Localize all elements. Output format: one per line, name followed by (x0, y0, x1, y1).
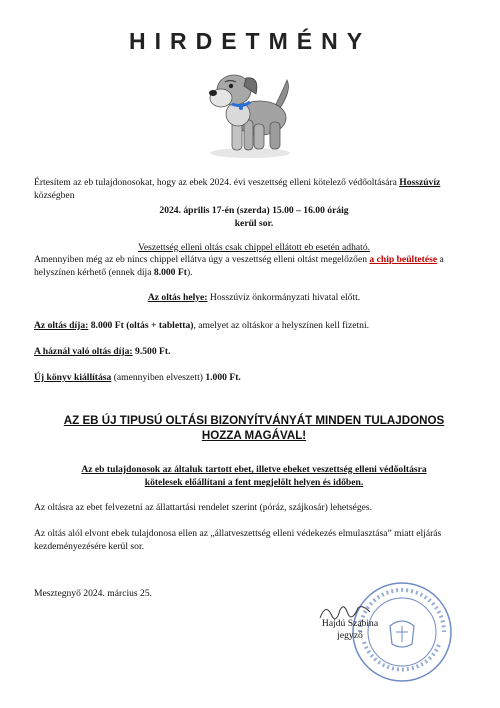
signer-name: Hajdú Szabina (321, 618, 379, 629)
conditions-paragraph: Az oltásra az ebet felvezetni az állattartási rendelet szerint (póráz, szájkosár) lehetséges. (34, 502, 373, 513)
certificate-notice: AZ EB ÚJ TIPUSÚ OLTÁSI BIZONYÍTVÁNYÁT MINDEN TULAJDONOS HOZZA MAGÁVAL! (63, 414, 445, 442)
location-line: Az oltás helye: Hosszúvíz önkormányzati hivatal előtt. (147, 292, 361, 303)
chip-notice: Veszettség elleni oltás csak chippel ellátott eb esetén adható. (137, 242, 371, 253)
village-name: Hosszúvíz (399, 177, 441, 188)
date-line: 2024. április 17-én (szerda) 15.00 – 16.00 óráig (159, 205, 349, 216)
obligation-notice: Az eb tulajdonosok az általuk tartott ebet, illetve ebeket veszettség elleni védőoltásra kötelesek előállítani a fent megjelölt helyen és időben. (81, 464, 427, 488)
house-fee-line: A háznál való oltás díja: 9.500 Ft. (34, 346, 171, 357)
booklet-line: Új könyv kiállítása (amennyiben elveszett) 1.000 Ft. (34, 372, 241, 383)
date-line-2: kerül sor. (234, 218, 274, 229)
intro-paragraph: Értesítem az eb tulajdonosokat, hogy az ebek 2024. évi veszettség elleni kötelező védőoltására Hosszúvíz községben (34, 177, 441, 201)
dog-illustration (188, 60, 308, 160)
chip-highlight: a chip beültetése (369, 254, 438, 265)
fee-line: Az oltás díja: 8.000 Ft (oltás + tabletta), amelyet az oltáskor a helyszínen kell fizetni. (34, 320, 370, 331)
place-date: Mesztegnyő 2024. március 25. (34, 588, 153, 599)
signature-block (310, 618, 390, 642)
page-title: HIRDETMÉNY (128, 28, 372, 54)
chip-paragraph: Amennyiben még az eb nincs chippel ellátva úgy a veszettség elleni oltást megelőzően a chip beültetése a helyszínen kérhető (ennek díja 8.000 Ft). (34, 254, 444, 278)
signer-title: jegyző (337, 630, 363, 641)
penalty-paragraph: Az oltás alól elvont ebek tulajdonosa ellen az „állatveszettség elleni védekezés elmulasztása” miatt eljárás kezdeményezésére kerül sor. (34, 528, 442, 552)
